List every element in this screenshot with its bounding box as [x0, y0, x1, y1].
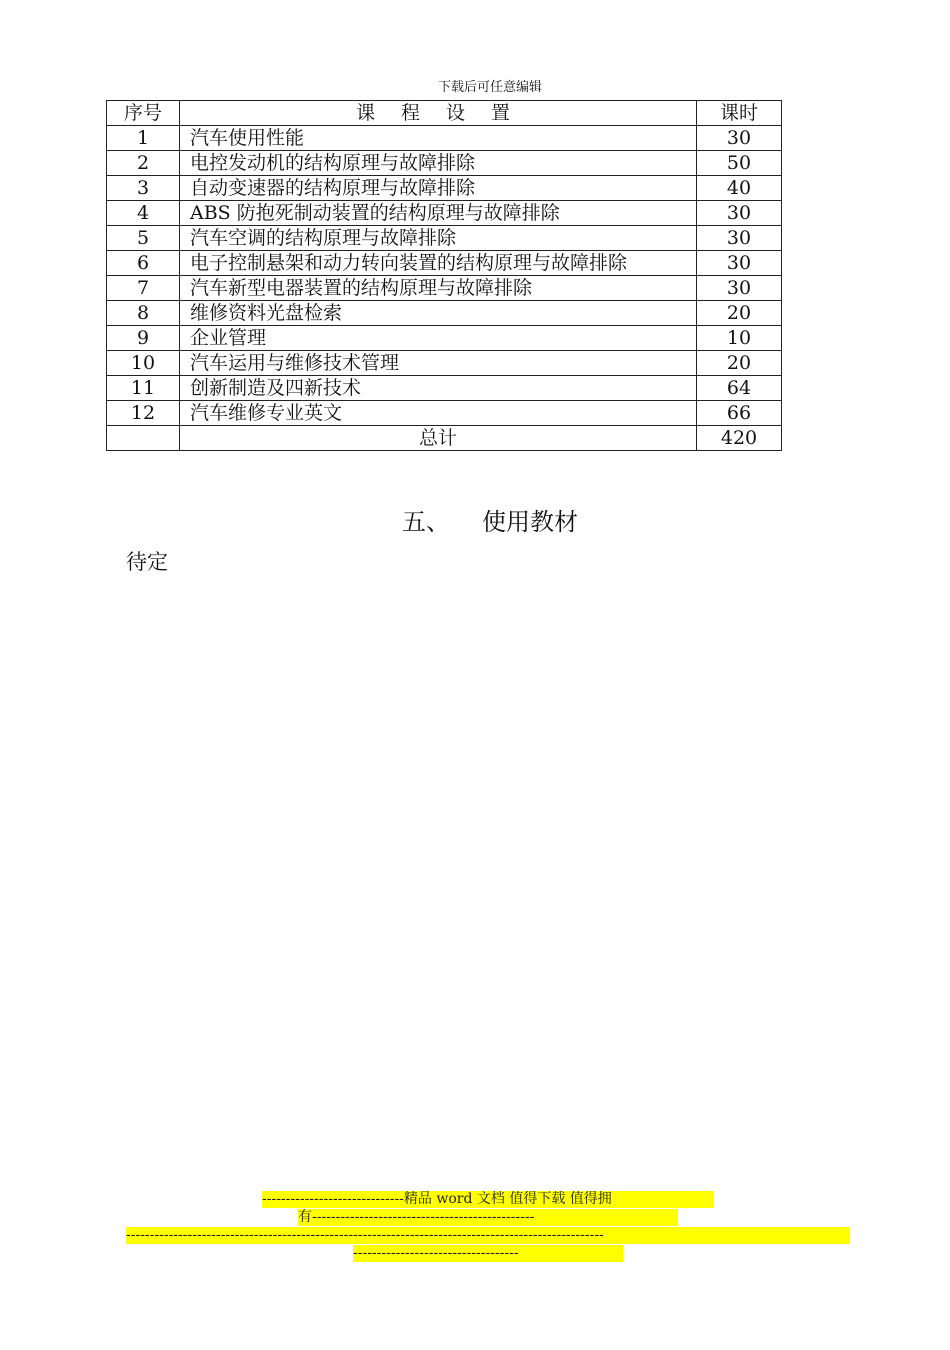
total-empty-cell: [107, 426, 180, 451]
row-hours: 30: [697, 126, 782, 151]
row-number: 9: [107, 326, 180, 351]
table-row: [107, 201, 782, 226]
row-hours: 30: [697, 251, 782, 276]
row-number: 10: [107, 351, 180, 376]
row-course-name: 自动变速器的结构原理与故障排除: [180, 176, 697, 201]
row-course-name: 电控发动机的结构原理与故障排除: [180, 151, 697, 176]
row-number: 12: [107, 401, 180, 426]
table-header-row: [107, 101, 782, 126]
row-course-name: 汽车运用与维修技术管理: [180, 351, 697, 376]
row-number: 2: [107, 151, 180, 176]
section-title: 使用教材: [482, 508, 578, 536]
total-label: 总计: [180, 426, 697, 451]
table-row: [107, 126, 782, 151]
footer-line-3: -----------------------------------------------------------------------------------------------------: [126, 1227, 850, 1244]
row-hours: 20: [697, 351, 782, 376]
table-row: [107, 376, 782, 401]
header-hours: 课时: [697, 101, 782, 126]
footer-line-1: ------------------------------精品 word 文档 值得下载 值得拥: [262, 1191, 714, 1208]
table-row: [107, 276, 782, 301]
row-number: 4: [107, 201, 180, 226]
table-row: [107, 351, 782, 376]
row-number: 6: [107, 251, 180, 276]
row-hours: 10: [697, 326, 782, 351]
header-course: 课 程 设 置: [180, 101, 697, 126]
table-row: [107, 226, 782, 251]
total-hours: 420: [697, 426, 782, 451]
row-course-name: 汽车空调的结构原理与故障排除: [180, 226, 697, 251]
footer-line-2: 有-----------------------------------------------: [298, 1209, 678, 1226]
section-number: 五、: [402, 508, 450, 536]
row-course-name: 汽车使用性能: [180, 126, 697, 151]
row-course-name: 汽车新型电器装置的结构原理与故障排除: [180, 276, 697, 301]
row-course-name: ABS 防抱死制动装置的结构原理与故障排除: [180, 201, 697, 226]
course-table-body: [107, 126, 782, 451]
body-text: 待定: [126, 550, 168, 574]
table-row: [107, 251, 782, 276]
row-hours: 66: [697, 401, 782, 426]
row-hours: 30: [697, 276, 782, 301]
row-number: 1: [107, 126, 180, 151]
row-number: 7: [107, 276, 180, 301]
row-number: 11: [107, 376, 180, 401]
total-row: [107, 426, 782, 451]
row-number: 3: [107, 176, 180, 201]
header-note: 下载后可任意编辑: [437, 80, 542, 95]
row-course-name: 企业管理: [180, 326, 697, 351]
row-hours: 64: [697, 376, 782, 401]
table-row: [107, 151, 782, 176]
row-course-name: 维修资料光盘检索: [180, 301, 697, 326]
row-hours: 30: [697, 226, 782, 251]
row-hours: 30: [697, 201, 782, 226]
course-table: [106, 100, 782, 451]
row-course-name: 创新制造及四新技术: [180, 376, 697, 401]
table-row: [107, 401, 782, 426]
row-course-name: 汽车维修专业英文: [180, 401, 697, 426]
row-hours: 40: [697, 176, 782, 201]
row-number: 8: [107, 301, 180, 326]
table-row: [107, 301, 782, 326]
table-row: [107, 176, 782, 201]
footer-line-4: -----------------------------------: [353, 1245, 623, 1262]
row-number: 5: [107, 226, 180, 251]
row-course-name: 电子控制悬架和动力转向装置的结构原理与故障排除: [180, 251, 697, 276]
row-hours: 20: [697, 301, 782, 326]
header-no: 序号: [107, 101, 180, 126]
row-hours: 50: [697, 151, 782, 176]
table-row: [107, 326, 782, 351]
section-heading: [0, 502, 950, 537]
